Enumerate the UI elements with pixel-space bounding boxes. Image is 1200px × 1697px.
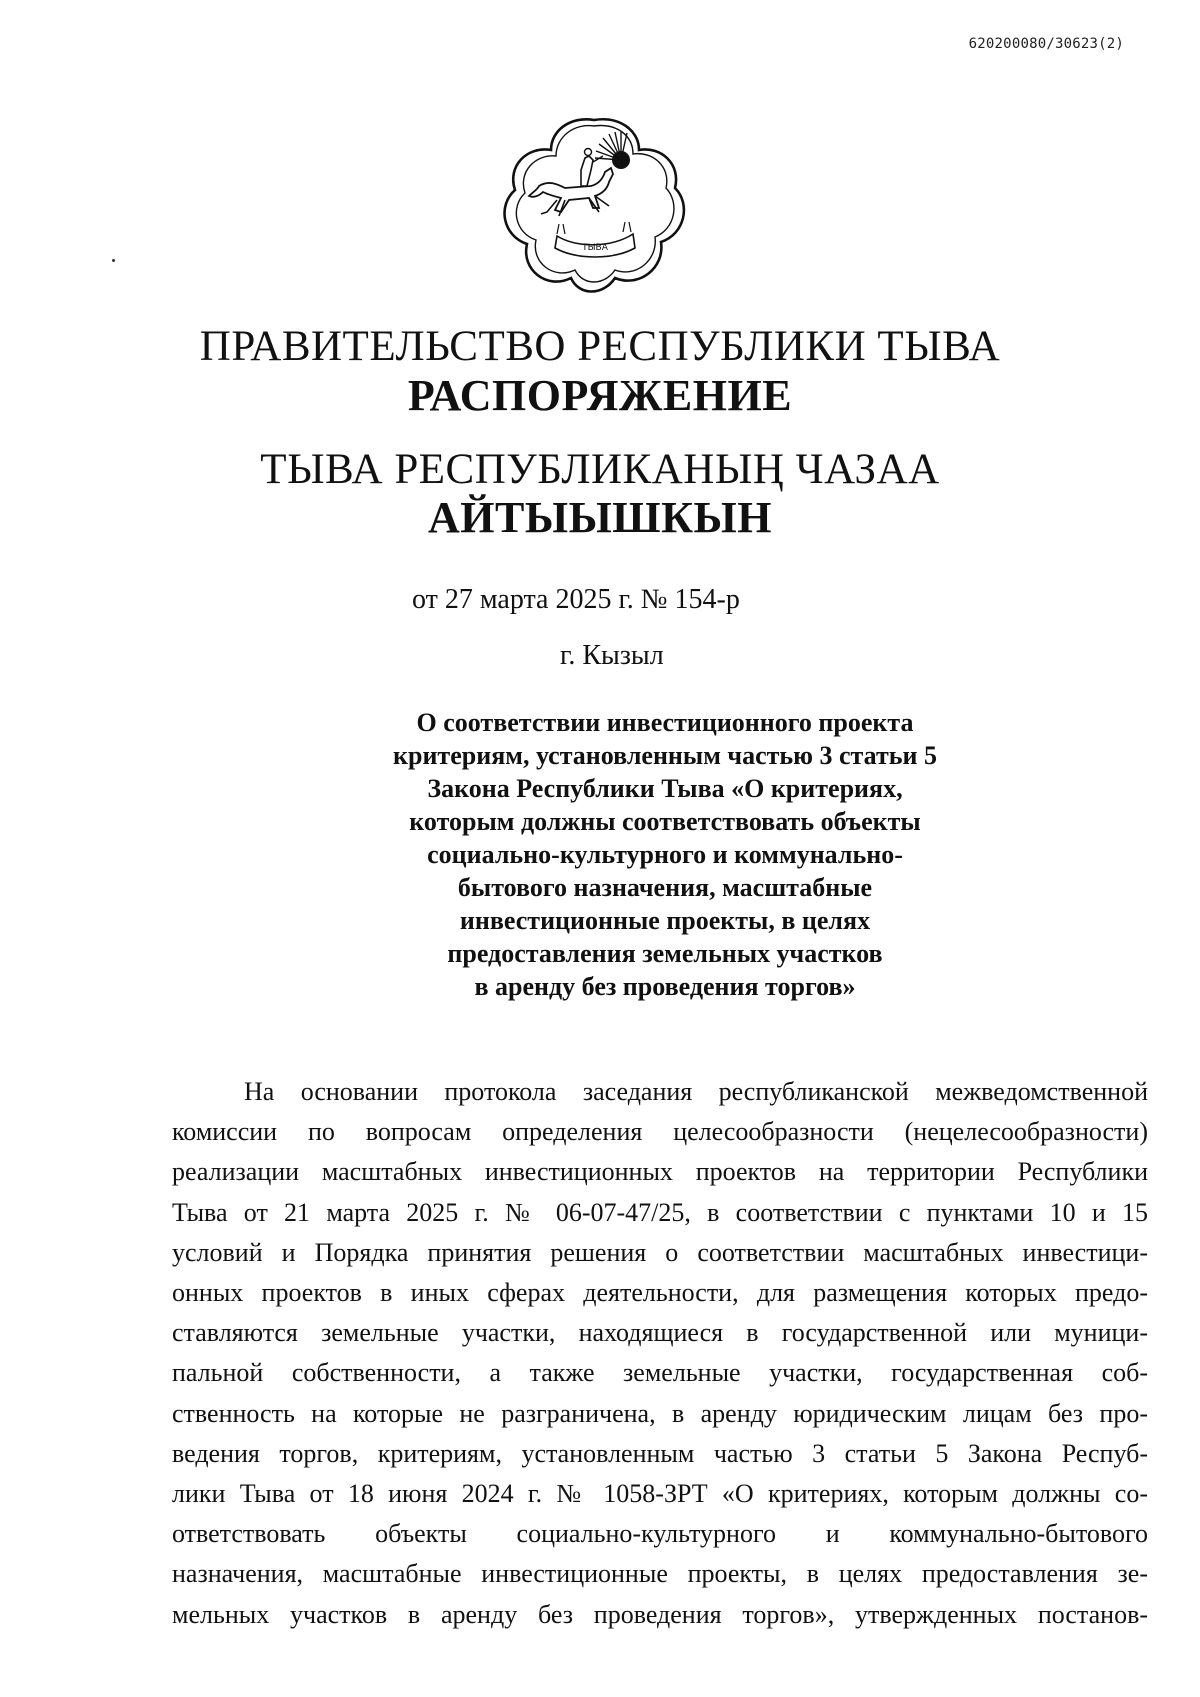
body-line: условий и Порядка принятия решения о соответствии масштабных инвестици- [172, 1237, 1148, 1267]
document-body-paragraph [172, 1072, 1148, 1635]
body-line: реализации масштабных инвестиционных проектов на территории Республики [172, 1157, 1148, 1187]
title-line: критериям, установленным частью 3 статьи 5 [393, 741, 937, 770]
emblem-ribbon-text: ТЫВА [582, 243, 608, 253]
government-name-tyv: ТЫВА РЕСПУБЛИКАНЫҢ ЧАЗАА [260, 446, 940, 493]
document-title [330, 706, 1000, 1003]
body-line: назначения, масштабные инвестиционные проекты, в целях предоставления зе- [172, 1559, 1148, 1589]
body-line: мельных участков в аренду без проведения торгов», утвержденных постанов- [172, 1599, 1148, 1629]
title-line: Закона Республики Тыва «О критериях, [427, 774, 903, 803]
title-line: бытового назначения, масштабные [457, 873, 873, 902]
body-line: ставляются земельные участки, находящиеся в государственной или муници- [172, 1318, 1148, 1348]
title-line: О соответствии инвестиционного проекта [416, 708, 914, 737]
body-line: ответствовать объекты социально-культурного и коммунально-бытового [172, 1519, 1148, 1549]
title-line: предоставления земельных участков [447, 939, 883, 968]
body-line: На основании протокола заседания республиканской межведомственной [244, 1077, 1148, 1106]
body-line: онных проектов в иных сферах деятельности, для размещения которых предо- [172, 1278, 1148, 1308]
title-line: социально-культурного и коммунально- [427, 840, 903, 869]
document-city: г. Кызыл [560, 640, 664, 671]
document-registration-number: 620200080/30623(2) [968, 36, 1124, 52]
title-line: в аренду без проведения торгов» [474, 972, 856, 1001]
body-line: комиссии по вопросам определения целесообразности (нецелесообразности) [172, 1117, 1148, 1147]
document-type-tyv: АЙТЫЫШКЫН [428, 493, 772, 542]
government-name-ru: ПРАВИТЕЛЬСТВО РЕСПУБЛИКИ ТЫВА [199, 323, 1001, 370]
body-line: ственность на которые не разграничена, в аренду юридическим лицам без про- [172, 1398, 1148, 1428]
body-line: лики Тыва от 18 июня 2024 г. № 1058-ЗРТ «О критериях, которым должны со- [172, 1479, 1148, 1509]
body-line: Тыва от 21 марта 2025 г. № 06-07-47/25, в соответствии с пунктами 10 и 15 [172, 1197, 1148, 1227]
coat-of-arms-emblem [499, 108, 689, 298]
title-line: которым должны соответствовать объекты [409, 807, 921, 836]
body-line: пальной собственности, а также земельные участки, государственная соб- [172, 1358, 1148, 1388]
document-date-number: от 27 марта 2025 г. № 154-р [412, 584, 740, 615]
coat-of-arms-icon [499, 108, 689, 298]
document-type-ru: РАСПОРЯЖЕНИЕ [407, 371, 793, 420]
body-line: ведения торгов, критериям, установленным частью 3 статьи 5 Закона Респуб- [172, 1438, 1148, 1468]
title-line: инвестиционные проекты, в целях [459, 906, 871, 935]
scan-artifact-dot [112, 259, 115, 262]
